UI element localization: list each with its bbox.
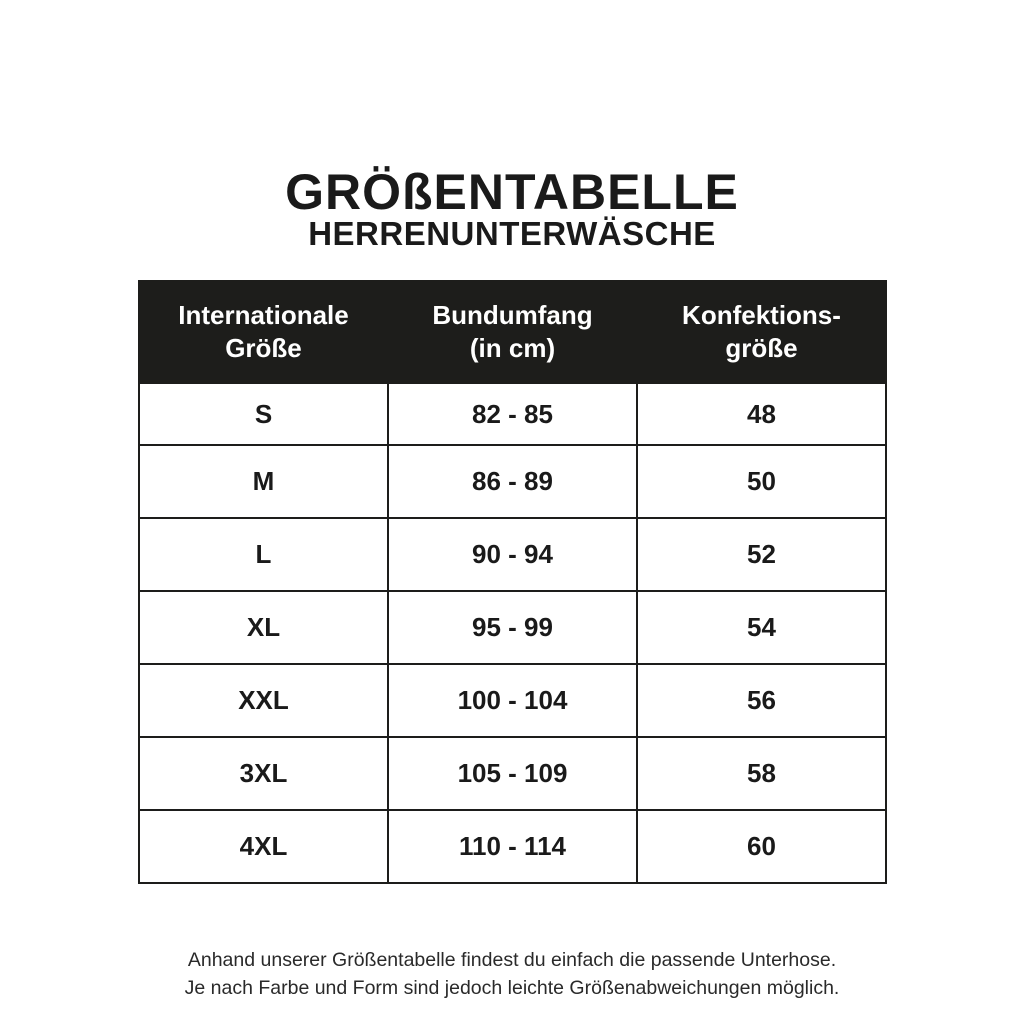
konfektion-cell: 48: [637, 383, 886, 445]
size-cell: 4XL: [139, 810, 388, 883]
waist-cell: 105 - 109: [388, 737, 637, 810]
column-header-line: größe: [725, 333, 798, 363]
table-row: [139, 737, 886, 810]
table-row: [139, 518, 886, 591]
konfektion-cell: 56: [637, 664, 886, 737]
footnote-line: Anhand unserer Größentabelle findest du einfach die passende Unterhose.: [187, 948, 837, 971]
page-title: GRÖßENTABELLE: [285, 163, 739, 220]
table-body: [139, 383, 886, 883]
size-cell: L: [139, 518, 388, 591]
column-header-international-size: [139, 281, 388, 383]
table-row: [139, 591, 886, 664]
column-header-konfektion: [637, 281, 886, 383]
column-header-line: (in cm): [469, 333, 556, 363]
column-header-line: Internationale: [178, 300, 349, 330]
column-header-line: Konfektions-: [682, 300, 841, 330]
konfektion-cell: 58: [637, 737, 886, 810]
column-header-line: Größe: [225, 333, 302, 363]
waist-cell: 95 - 99: [388, 591, 637, 664]
size-cell: 3XL: [139, 737, 388, 810]
table-header-row: [139, 281, 886, 383]
konfektion-cell: 52: [637, 518, 886, 591]
size-cell: XXL: [139, 664, 388, 737]
table-row: [139, 810, 886, 883]
waist-cell: 90 - 94: [388, 518, 637, 591]
table-row: [139, 664, 886, 737]
size-cell: S: [139, 383, 388, 445]
konfektion-cell: 50: [637, 445, 886, 518]
waist-cell: 86 - 89: [388, 445, 637, 518]
waist-cell: 82 - 85: [388, 383, 637, 445]
footnote: [0, 946, 1024, 1002]
waist-cell: 100 - 104: [388, 664, 637, 737]
waist-cell: 110 - 114: [388, 810, 637, 883]
table-row: [139, 445, 886, 518]
table-header: [139, 281, 886, 383]
table-row: [139, 383, 886, 445]
column-header-line: Bundumfang: [432, 300, 593, 330]
konfektion-cell: 54: [637, 591, 886, 664]
size-table: [138, 280, 887, 884]
page-subtitle: HERRENUNTERWÄSCHE: [308, 215, 716, 253]
column-header-waist: [388, 281, 637, 383]
footnote-line: Je nach Farbe und Form sind jedoch leichte Größenabweichungen möglich.: [184, 976, 840, 999]
konfektion-cell: 60: [637, 810, 886, 883]
size-cell: XL: [139, 591, 388, 664]
size-cell: M: [139, 445, 388, 518]
